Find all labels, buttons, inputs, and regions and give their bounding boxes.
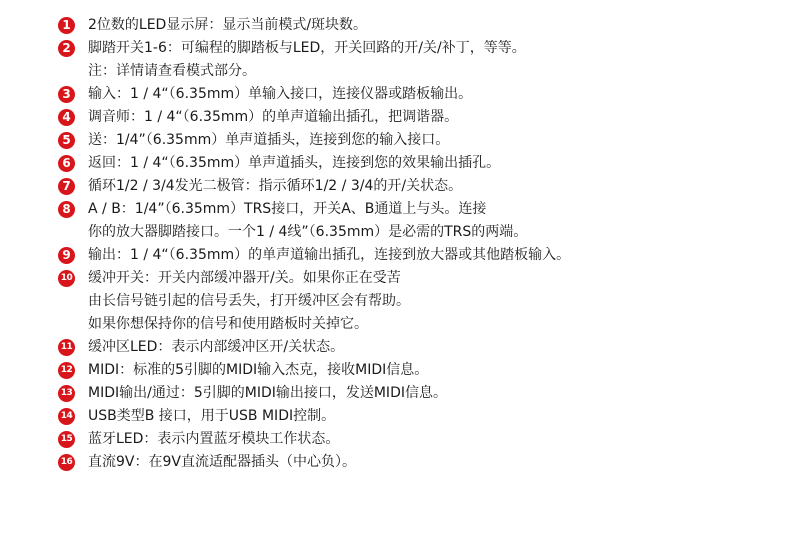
number-badge: 3 [58, 86, 75, 103]
number-badge: 16 [58, 454, 75, 471]
item-text: A / B：1/4”（6.35mm）TRS接口，开关A、B通道上与头。连接 [88, 201, 487, 217]
number-badge: 8 [58, 201, 75, 218]
item-text: 2位数的LED显示屏：显示当前模式/斑块数。 [88, 17, 368, 33]
number-badge: 9 [58, 247, 75, 264]
list-item-9 [58, 244, 778, 267]
item-text: 输出：1 / 4“（6.35mm）的单声道输出插孔，连接到放大器或其他踏板输入。 [88, 247, 571, 263]
spec-list [58, 14, 778, 474]
list-item-3 [58, 83, 778, 106]
number-badge: 13 [58, 385, 75, 402]
item-text: 返回：1 / 4“（6.35mm）单声道插头，连接到您的效果输出插孔。 [88, 155, 501, 171]
number-badge: 4 [58, 109, 75, 126]
item-note: 注：详情请查看模式部分。 [88, 63, 256, 79]
list-item-13 [58, 382, 778, 405]
item-text: 缓冲区LED：表示内部缓冲区开/关状态。 [88, 339, 345, 355]
list-item-14 [58, 405, 778, 428]
item-text: MIDI：标准的5引脚的MIDI输入杰克，接收MIDI信息。 [88, 362, 429, 378]
number-badge: 15 [58, 431, 75, 448]
list-item-8 [58, 198, 778, 244]
number-badge: 11 [58, 339, 75, 356]
number-badge: 12 [58, 362, 75, 379]
number-badge: 14 [58, 408, 75, 425]
item-text: 缓冲开关：开关内部缓冲器开/关。如果你正在受苦 [88, 270, 401, 286]
list-item-12 [58, 359, 778, 382]
item-text-continued: 如果你想保持你的信号和使用踏板时关掉它。 [88, 316, 368, 332]
list-item-10 [58, 267, 778, 336]
number-badge: 10 [58, 270, 75, 287]
list-item-16 [58, 451, 778, 474]
list-item-11 [58, 336, 778, 359]
list-item-7 [58, 175, 778, 198]
number-badge: 1 [58, 17, 75, 34]
number-badge: 5 [58, 132, 75, 149]
list-item-2 [58, 37, 778, 83]
number-badge: 7 [58, 178, 75, 195]
item-text: USB类型B 接口，用于USB MIDI控制。 [88, 408, 336, 424]
item-text: MIDI输出/通过：5引脚的MIDI输出接口，发送MIDI信息。 [88, 385, 447, 401]
item-text: 循环1/2 / 3/4发光二极管：指示循环1/2 / 3/4的开/关状态。 [88, 178, 463, 194]
item-text: 蓝牙LED：表示内置蓝牙模块工作状态。 [88, 431, 340, 447]
item-text: 输入：1 / 4“（6.35mm）单输入接口，连接仪器或踏板输出。 [88, 86, 473, 102]
number-badge: 2 [58, 40, 75, 57]
item-text: 直流9V：在9V直流适配器插头（中心负）。 [88, 454, 356, 470]
list-item-1 [58, 14, 778, 37]
item-text-continued: 你的放大器脚踏接口。一个1 / 4线”（6.35mm）是必需的TRS的两端。 [88, 224, 528, 240]
list-item-15 [58, 428, 778, 451]
list-item-4 [58, 106, 778, 129]
number-badge: 6 [58, 155, 75, 172]
list-item-5 [58, 129, 778, 152]
item-text: 调音师：1 / 4“（6.35mm）的单声道输出插孔，把调谐器。 [88, 109, 459, 125]
item-text-continued: 由长信号链引起的信号丢失，打开缓冲区会有帮助。 [88, 293, 410, 309]
list-item-6 [58, 152, 778, 175]
item-text: 送：1/4”（6.35mm）单声道插头，连接到您的输入接口。 [88, 132, 450, 148]
item-text: 脚踏开关1-6：可编程的脚踏板与LED，开关回路的开/关/补丁，等等。 [88, 40, 526, 56]
